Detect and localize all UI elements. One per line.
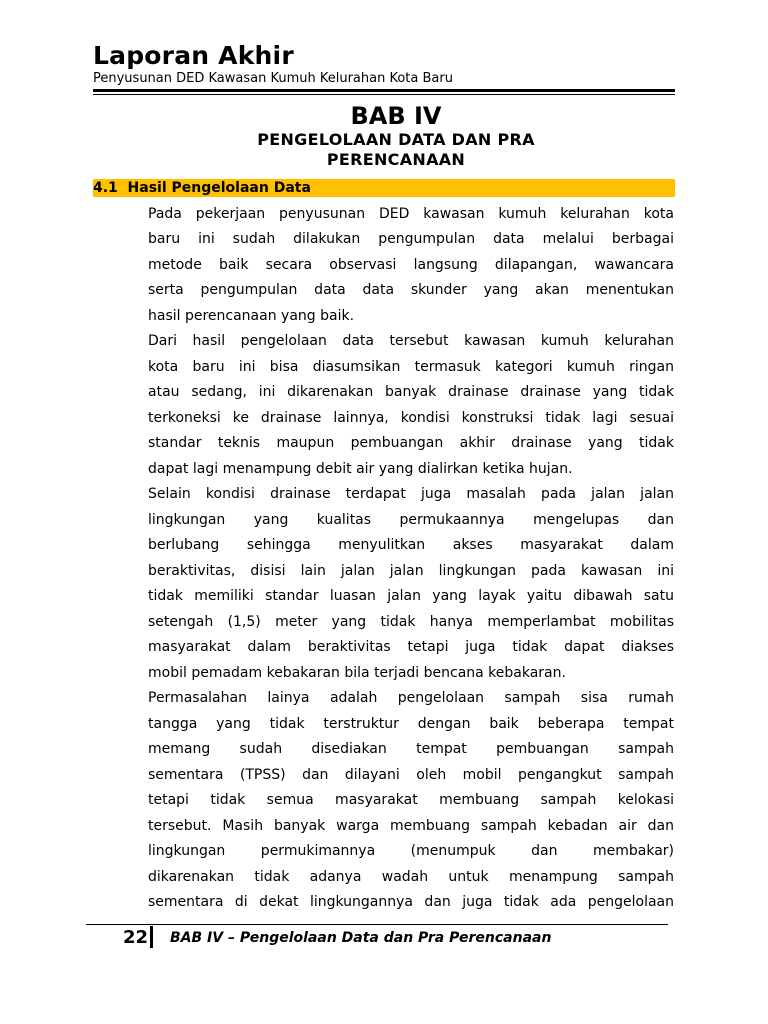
chapter-subtitle-line-1: PENGELOLAAN DATA DAN PRA (257, 130, 535, 149)
body-line: atau sedang, ini dikarenakan banyak drainase drainase yang tidak (148, 384, 674, 400)
section-heading: 4.1 Hasil Pengelolaan Data (93, 180, 311, 196)
footer-rule (86, 924, 668, 925)
body-line: sementara di dekat lingkungannya dan juga tidak ada pengelolaan (148, 894, 674, 910)
header-rule-thin (93, 94, 675, 95)
body-line: Dari hasil pengelolaan data tersebut kawasan kumuh kelurahan (148, 333, 674, 349)
body-line: lingkungan permukimannya (menumpuk dan membakar) (148, 843, 674, 859)
body-line: standar teknis maupun pembuangan akhir drainase yang tidak (148, 435, 674, 451)
footer-chapter-label: BAB IV – Pengelolaan Data dan Pra Perencanaan (170, 930, 552, 946)
body-line: tersebut. Masih banyak warga membuang sampah kebadan air dan (148, 818, 674, 834)
body-line: Pada pekerjaan penyusunan DED kawasan kumuh kelurahan kota (148, 206, 674, 222)
report-subtitle: Penyusunan DED Kawasan Kumuh Kelurahan Kota Baru (93, 71, 453, 86)
body-line: mobil pemadam kebakaran bila terjadi bencana kebakaran. (148, 665, 566, 681)
body-line: beraktivitas, disisi lain jalan jalan lingkungan pada kawasan ini (148, 563, 674, 579)
body-line: dapat lagi menampung debit air yang dialirkan ketika hujan. (148, 461, 573, 477)
body-line: Selain kondisi drainase terdapat juga masalah pada jalan jalan (148, 486, 674, 502)
page-number: 22 (123, 927, 149, 948)
body-line: tangga yang tidak terstruktur dengan baik beberapa tempat (148, 716, 674, 732)
body-line: sementara (TPSS) dan dilayani oleh mobil pengangkut sampah (148, 767, 674, 783)
body-line: baru ini sudah dilakukan pengumpulan data melalui berbagai (148, 231, 674, 247)
body-line: hasil perencanaan yang baik. (148, 308, 355, 324)
body-line: serta pengumpulan data data skunder yang akan menentukan (148, 282, 674, 298)
chapter-subtitle (93, 130, 699, 170)
body-line: memang sudah disediakan tempat pembuangan sampah (148, 741, 674, 757)
header-rule-thick (93, 89, 675, 92)
body-line: Permasalahan lainya adalah pengelolaan sampah sisa rumah (148, 690, 674, 706)
body-line: terkoneksi ke drainase lainnya, kondisi konstruksi tidak lagi sesuai (148, 410, 674, 426)
body-line: metode baik secara observasi langsung dilapangan, wawancara (148, 257, 674, 273)
footer-divider (150, 926, 153, 948)
body-line: setengah (1,5) meter yang tidak hanya memperlambat mobilitas (148, 614, 674, 630)
body-line: berlubang sehingga menyulitkan akses masyarakat dalam (148, 537, 674, 553)
chapter-title: BAB IV (350, 102, 442, 130)
chapter-subtitle-line-2: PERENCANAAN (326, 150, 466, 169)
body-line: tetapi tidak semua masyarakat membuang sampah kelokasi (148, 792, 674, 808)
body-line: dikarenakan tidak adanya wadah untuk menampung sampah (148, 869, 674, 885)
body-line: tidak memiliki standar luasan jalan yang layak yaitu dibawah satu (148, 588, 674, 604)
body-line: kota baru ini bisa diasumsikan termasuk kategori kumuh ringan (148, 359, 674, 375)
body-line: lingkungan yang kualitas permukaannya mengelupas dan (148, 512, 674, 528)
report-title: Laporan Akhir (93, 41, 294, 70)
body-line: masyarakat dalam beraktivitas tetapi juga tidak dapat diakses (148, 639, 674, 655)
